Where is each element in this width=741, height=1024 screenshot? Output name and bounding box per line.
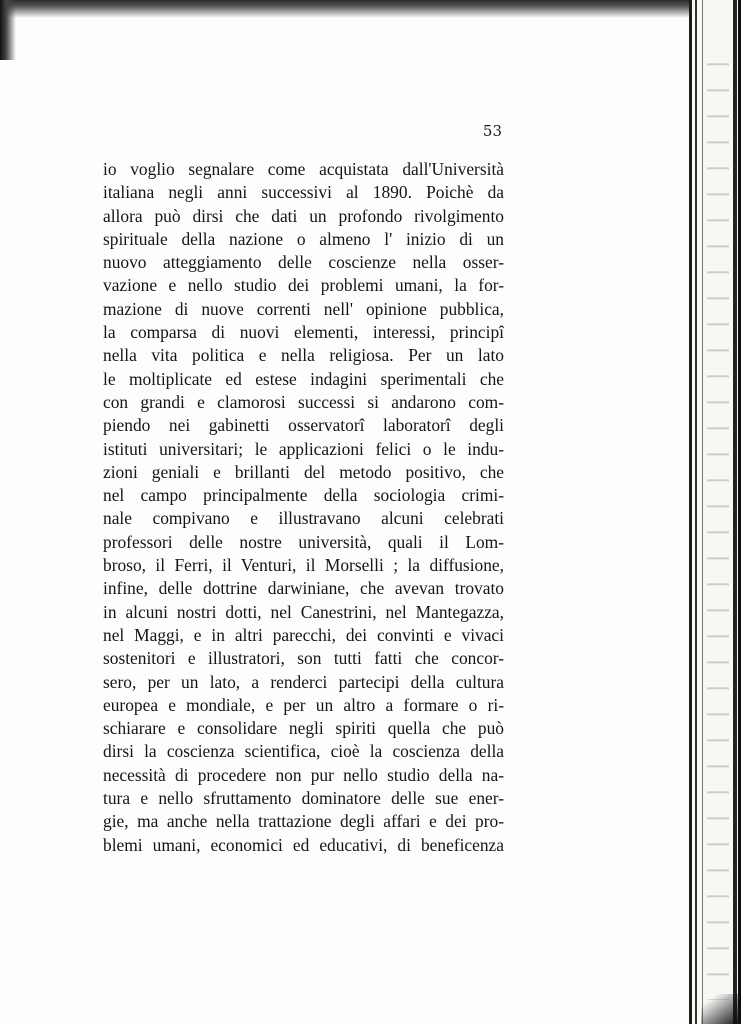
text-line: infine, delle dottrine darwiniane, che avevan trovato: [103, 578, 504, 599]
text-line: nel Maggi, e in altri parecchi, dei convinti e vivaci: [103, 624, 504, 645]
text-line: in alcuni nostri dotti, nel Canestrini, nel Mantegazza,: [103, 601, 504, 622]
scan-top-edge: [0, 0, 741, 18]
text-line: mazione di nuove correnti nell' opinione pubblica,: [103, 298, 504, 319]
text-line: professori delle nostre università, quali il Lom-: [103, 531, 504, 552]
text-line: broso, il Ferri, il Venturi, il Morselli ; la diffusione,: [103, 555, 504, 576]
book-binding-edge: [689, 0, 741, 1024]
text-line: nuovo atteggiamento delle coscienze nella osser-: [103, 252, 504, 273]
page-number: 53: [482, 122, 502, 140]
text-line: nella vita politica e nella religiosa. Per un lato: [103, 345, 504, 366]
text-line: spirituale della nazione o almeno l' inizio di un: [103, 228, 504, 249]
text-line: allora può dirsi che dati un profondo rivolgimento: [103, 205, 504, 226]
scan-corner-shadow: [701, 994, 741, 1024]
text-line: io voglio segnalare come acquistata dall'Università: [103, 159, 504, 179]
text-line: europea e mondiale, e per un altro a formare o ri-: [103, 694, 504, 715]
text-line: schiarare e consolidare negli spiriti quella che può: [103, 718, 504, 739]
text-line: sero, per un lato, a renderci partecipi della cultura: [103, 671, 504, 692]
text-line: dirsi la coscienza scientifica, cioè la coscienza della: [103, 741, 504, 762]
text-line: piendo nei gabinetti osservatorî laboratorî degli: [103, 415, 504, 436]
text-line: italiana negli anni successivi al 1890. Poichè da: [103, 182, 504, 203]
text-line: le moltiplicate ed estese indagini sperimentali che: [103, 368, 504, 389]
scan-left-corner: [0, 0, 16, 60]
text-line: blemi umani, economici ed educativi, di beneficenza: [103, 834, 504, 855]
text-line: sostenitori e illustratori, son tutti fatti che concor-: [103, 648, 504, 669]
body-text: [103, 158, 504, 857]
text-line: nel campo principalmente della sociologia crimi-: [103, 485, 504, 506]
text-line: istituti universitari; le applicazioni felici o le indu-: [103, 438, 504, 459]
text-line: vazione e nello studio dei problemi umani, la for-: [103, 275, 504, 296]
text-line: zioni geniali e brillanti del metodo positivo, che: [103, 461, 504, 482]
text-line: tura e nello sfruttamento dominatore delle sue ener-: [103, 788, 504, 809]
text-line: nale compivano e illustravano alcuni celebrati: [103, 508, 504, 529]
text-line: con grandi e clamorosi successi si andarono com-: [103, 391, 504, 412]
text-line: la comparsa di nuovi elementi, interessi, principî: [103, 322, 504, 343]
text-line: gie, ma anche nella trattazione degli affari e dei pro-: [103, 811, 504, 832]
text-line: necessità di procedere non pur nello studio della na-: [103, 764, 504, 785]
